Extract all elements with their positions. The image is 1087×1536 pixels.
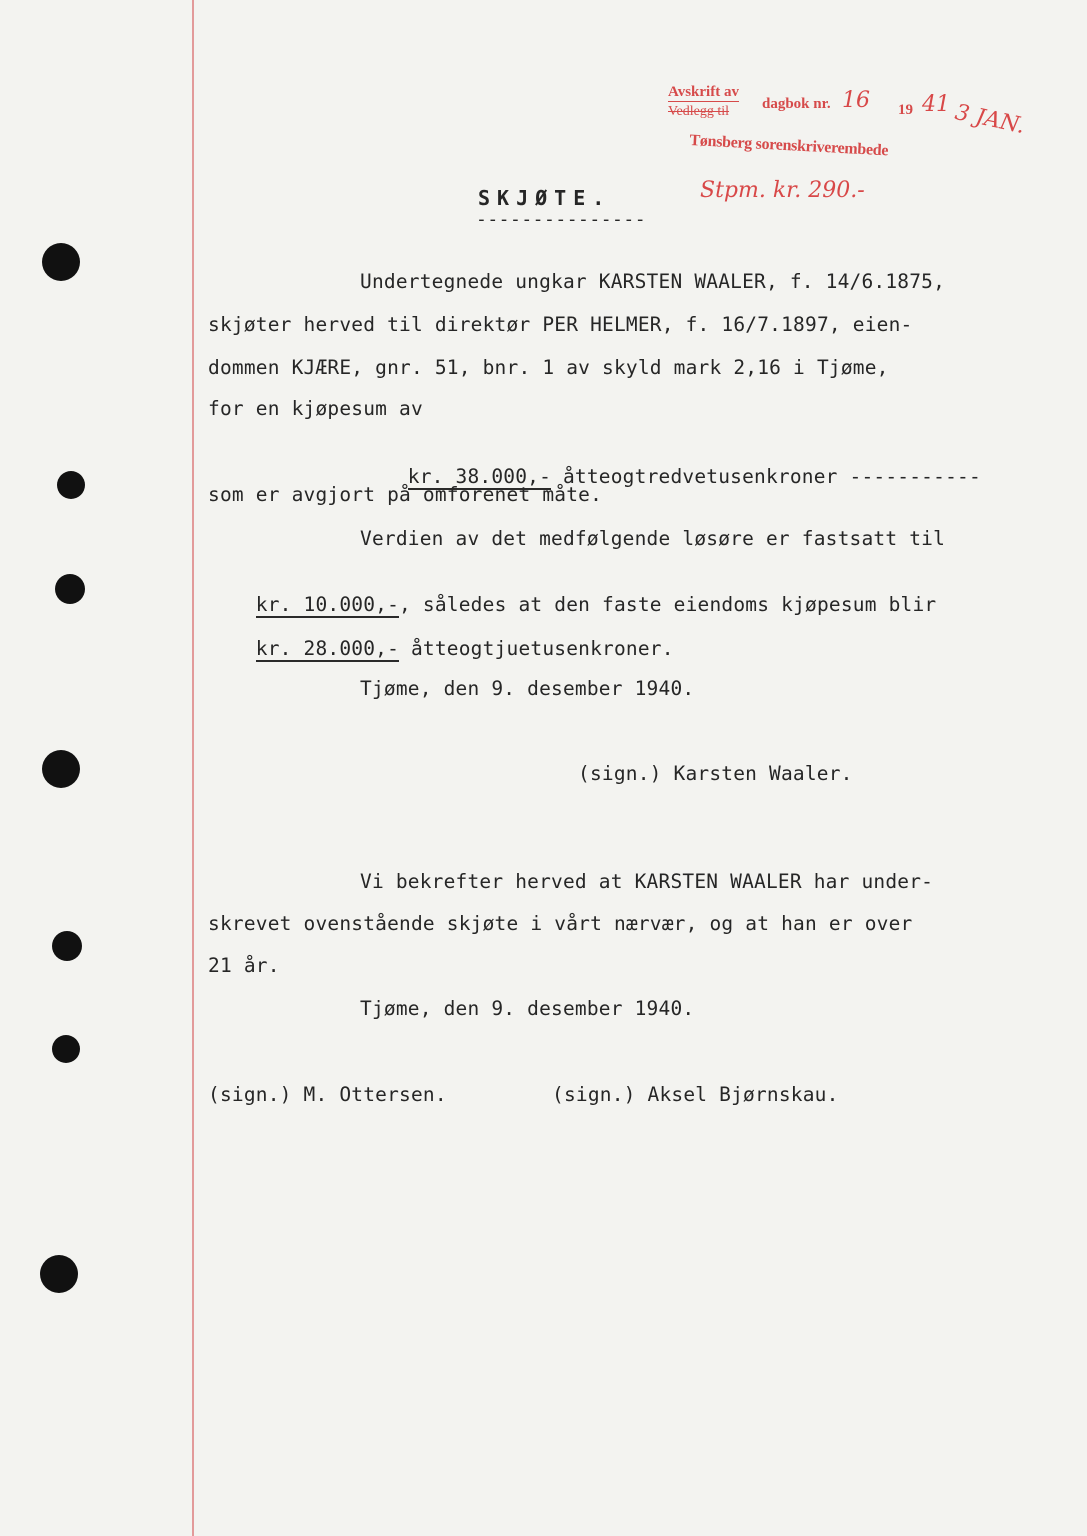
punch-hole	[42, 243, 80, 281]
stamp-dagbok-label: dagbok nr.	[762, 96, 831, 112]
body-line: for en kjøpesum av	[208, 397, 423, 420]
stamp-year: 41	[922, 92, 950, 117]
body-line: skjøter herved til direktør PER HELMER, f. 16/7.1897, eien-	[208, 313, 913, 336]
amount-line	[208, 613, 674, 685]
movables-amount: kr. 10.000,-	[255, 593, 400, 616]
title-underline: ---------------	[476, 209, 647, 230]
punch-hole	[57, 471, 85, 499]
purchase-amount: kr. 38.000,-	[407, 465, 552, 488]
punch-hole	[42, 750, 80, 788]
stamp-line1: Avskrift av	[668, 84, 739, 100]
property-amount-words: åtteogtjuetusenkroner.	[399, 637, 674, 660]
seller-signature: (sign.) Karsten Waaler.	[578, 762, 853, 785]
body-line: Verdien av det medfølgende løsøre er fastsatt til	[360, 527, 946, 550]
witness-line: 21 år.	[208, 954, 280, 977]
margin-line	[192, 0, 194, 1536]
stamp-line2: Vedlegg til	[668, 104, 730, 119]
punch-hole	[55, 574, 85, 604]
movables-rest: , således at den faste eiendoms kjøpesum blir	[399, 593, 937, 616]
stamp-year-prefix: 19	[898, 102, 913, 118]
purchase-amount-words: åtteogtredvetusenkroner -----------	[551, 465, 981, 488]
date-line: Tjøme, den 9. desember 1940.	[360, 997, 695, 1020]
stamp-fee: Stpm. kr. 290.-	[700, 178, 865, 203]
witness-signature: (sign.) M. Ottersen.	[208, 1083, 447, 1106]
date-line: Tjøme, den 9. desember 1940.	[360, 677, 695, 700]
body-line: Undertegnede ungkar KARSTEN WAALER, f. 14/6.1875,	[360, 270, 946, 293]
stamp-date: 3 JAN.	[952, 100, 1028, 140]
witness-signature: (sign.) Aksel Bjørnskau.	[552, 1083, 839, 1106]
property-amount: kr. 28.000,-	[255, 637, 400, 660]
stamp-office: Tønsberg sorenskriverembede	[689, 132, 889, 160]
document-title: SKJØTE.	[478, 186, 612, 210]
witness-line: Vi bekrefter herved at KARSTEN WAALER har under-	[360, 870, 934, 893]
body-line: dommen KJÆRE, gnr. 51, bnr. 1 av skyld mark 2,16 i Tjøme,	[208, 356, 889, 379]
stamp-dagbok-number: 16	[842, 88, 870, 113]
witness-line: skrevet ovenstående skjøte i vårt nærvær, og at han er over	[208, 912, 913, 935]
punch-hole	[52, 1035, 80, 1063]
body-line: som er avgjort på omforenet måte.	[208, 483, 603, 506]
punch-hole	[40, 1255, 78, 1293]
punch-hole	[52, 931, 82, 961]
